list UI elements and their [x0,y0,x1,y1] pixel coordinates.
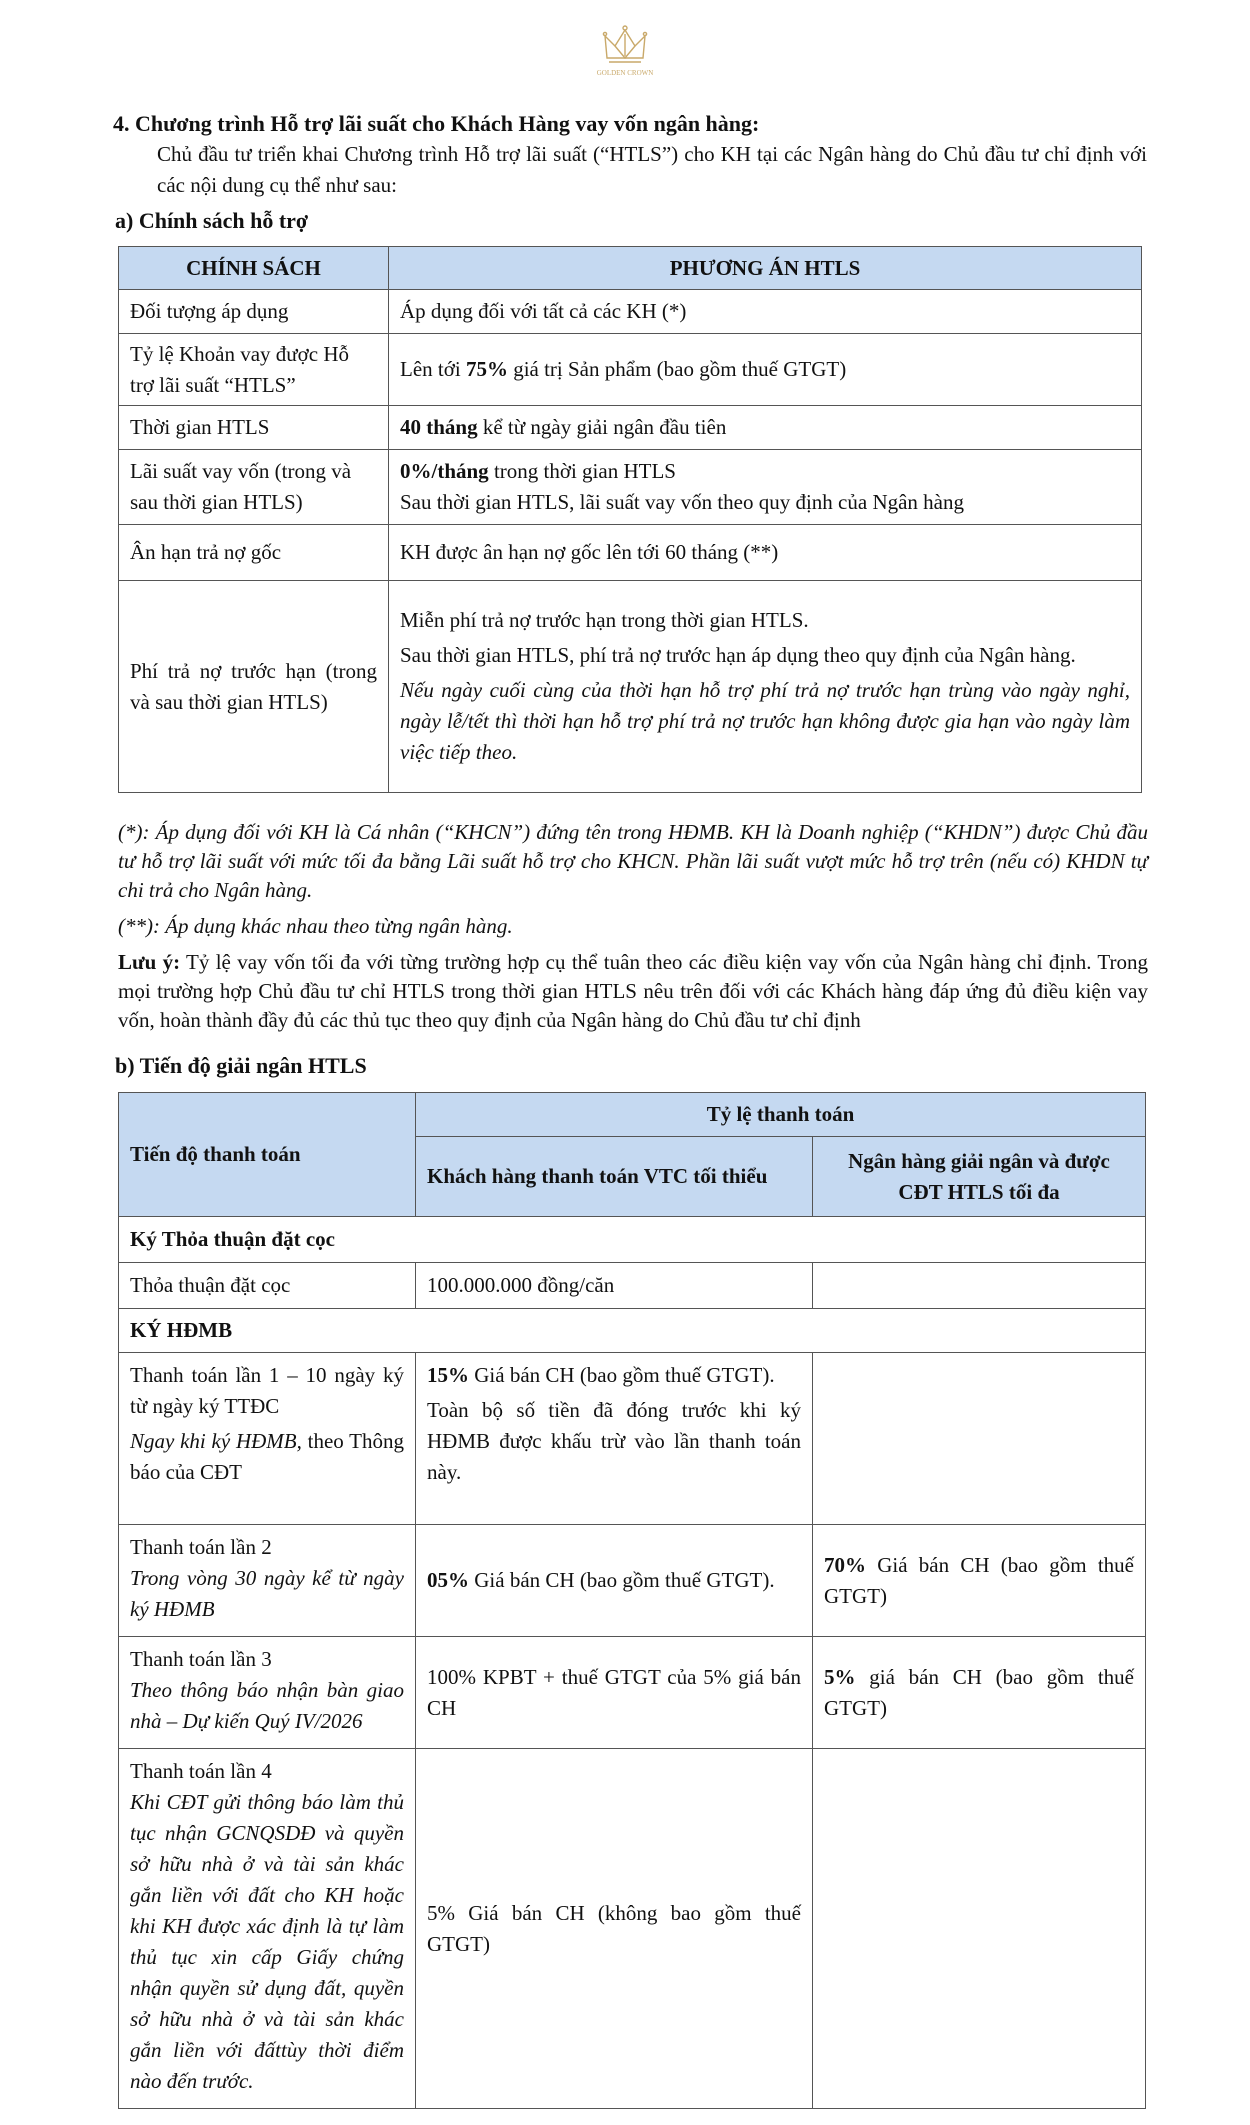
policy-value: KH được ân hạn nợ gốc lên tới 60 tháng (**) [389,525,1142,581]
schedule-row [119,1637,1146,1749]
policy-row [119,581,1142,793]
policy-label: Thời gian HTLS [119,406,389,450]
col-rate: Tỷ lệ thanh toán [416,1093,1146,1137]
bank-payment: 5% giá bán CH (bao gồm thuế GTGT) [813,1637,1146,1749]
schedule-heading: b) Tiến độ giải ngân HTLS [115,1053,367,1078]
col-plan: PHƯƠNG ÁN HTLS [389,247,1142,290]
schedule-row [119,1525,1146,1637]
crown-icon [595,20,655,95]
customer-payment: 05% Giá bán CH (bao gồm thuế GTGT). [416,1525,813,1637]
policy-row [119,525,1142,581]
payment-label: Thanh toán lần 1 – 10 ngày ký từ ngày ký TTĐC Ngay khi ký HĐMB, theo Thông báo của CĐT [119,1353,416,1525]
footnote-2: (**): Áp dụng khác nhau theo từng ngân hàng. [118,914,513,938]
schedule-row [119,1263,1146,1309]
schedule-row [119,1353,1146,1525]
policy-label: Lãi suất vay vốn (trong và sau thời gian HTLS) [119,450,389,525]
col-policy: CHÍNH SÁCH [119,247,389,290]
customer-payment: 15% Giá bán CH (bao gồm thuế GTGT). Toàn bộ số tiền đã đóng trước khi ký HĐMB được khấu trừ vào lần thanh toán này. [416,1353,813,1525]
customer-payment: 100.000.000 đồng/căn [416,1263,813,1309]
policy-label: Phí trả nợ trước hạn (trong và sau thời gian HTLS) [119,581,389,793]
policy-row [119,334,1142,406]
schedule-table [118,1092,1146,2109]
intro-paragraph: Chủ đầu tư triển khai Chương trình Hỗ trợ lãi suất (“HTLS”) cho KH tại các Ngân hàng do Chủ đầu tư chỉ định với các nội dung cụ thể như sau: [157,142,1147,197]
col-customer: Khách hàng thanh toán VTC tối thiểu [416,1137,813,1217]
schedule-row [119,1749,1146,2109]
stage-label: Ký Thỏa thuận đặt cọc [119,1217,1146,1263]
customer-payment: 5% Giá bán CH (không bao gồm thuế GTGT) [416,1749,813,2109]
policy-value: Miễn phí trả nợ trước hạn trong thời gian HTLS. Sau thời gian HTLS, phí trả nợ trước hạn áp dụng theo quy định của Ngân hàng. Nếu ngày cuối cùng của thời hạn hỗ trợ phí trả nợ trước hạn trùng vào ngày nghỉ, ngày lễ/tết thì thời hạn hỗ trợ phí trả nợ trước hạn không được gia hạn vào ngày làm việc tiếp theo. [389,581,1142,793]
policy-row [119,406,1142,450]
golden-crown-logo [595,20,655,95]
policy-heading: a) Chính sách hỗ trợ [115,208,309,233]
policy-header-row [119,247,1142,290]
bank-payment: 70% Giá bán CH (bao gồm thuế GTGT) [813,1525,1146,1637]
footnote-1: (*): Áp dụng đối với KH là Cá nhân (“KHCN”) đứng tên trong HĐMB. KH là Doanh nghiệp (“KHDN”) được Chủ đầu tư hỗ trợ lãi suất với mức tối đa bằng Lãi suất hỗ trợ cho KHCN. Phần lãi suất vượt mức hỗ trợ trên (nếu có) KHDN tự chi trả cho Ngân hàng. [118,820,1148,902]
bank-payment [813,1263,1146,1309]
payment-label: Thỏa thuận đặt cọc [119,1263,416,1309]
policy-label: Tỷ lệ Khoản vay được Hỗ trợ lãi suất “HTLS” [119,334,389,406]
stage-row [119,1309,1146,1353]
stage-row [119,1217,1146,1263]
bank-payment [813,1749,1146,2109]
schedule-header-row [119,1093,1146,1137]
note-paragraph: Lưu ý: Tỷ lệ vay vốn tối đa với từng trường hợp cụ thể tuân theo các điều kiện vay vốn của Ngân hàng chỉ định. Trong mọi trường hợp Chủ đầu tư chỉ HTLS trong thời gian HTLS nêu trên đối với các Khách hàng đáp ứng đủ điều kiện vay vốn, hoàn thành đầy đủ các thủ tục theo quy định của Ngân hàng do Chủ đầu tư chỉ định [118,950,1148,1032]
policy-row [119,290,1142,334]
svg-text:GOLDEN CROWN: GOLDEN CROWN [596,69,654,77]
policy-value: 40 tháng kể từ ngày giải ngân đầu tiên [389,406,1142,450]
col-bank: Ngân hàng giải ngân và được CĐT HTLS tối đa [813,1137,1146,1217]
payment-label: Thanh toán lần 3 Theo thông báo nhận bàn giao nhà – Dự kiến Quý IV/2026 [119,1637,416,1749]
policy-label: Ân hạn trả nợ gốc [119,525,389,581]
payment-label: Thanh toán lần 2 Trong vòng 30 ngày kể từ ngày ký HĐMB [119,1525,416,1637]
policy-row [119,450,1142,525]
customer-payment: 100% KPBT + thuế GTGT của 5% giá bán CH [416,1637,813,1749]
policy-table [118,246,1142,793]
policy-label: Đối tượng áp dụng [119,290,389,334]
policy-value: Áp dụng đối với tất cả các KH (*) [389,290,1142,334]
col-progress: Tiến độ thanh toán [119,1093,416,1217]
section-title: 4. Chương trình Hỗ trợ lãi suất cho Khách Hàng vay vốn ngân hàng: [113,111,760,136]
policy-value: Lên tới 75% giá trị Sản phẩm (bao gồm thuế GTGT) [389,334,1142,406]
policy-value: 0%/tháng trong thời gian HTLS Sau thời gian HTLS, lãi suất vay vốn theo quy định của Ngân hàng [389,450,1142,525]
bank-payment [813,1353,1146,1525]
stage-label: KÝ HĐMB [119,1309,1146,1353]
payment-label: Thanh toán lần 4 Khi CĐT gửi thông báo làm thủ tục nhận GCNQSDĐ và quyền sở hữu nhà ở và tài sản khác gắn liền với đất cho KH hoặc khi KH được xác định là tự làm thủ tục xin cấp Giấy chứng nhận quyền sử dụng đất, quyền sở hữu nhà ở và tài sản khác gắn liền với đấttùy thời điểm nào đến trước. [119,1749,416,2109]
